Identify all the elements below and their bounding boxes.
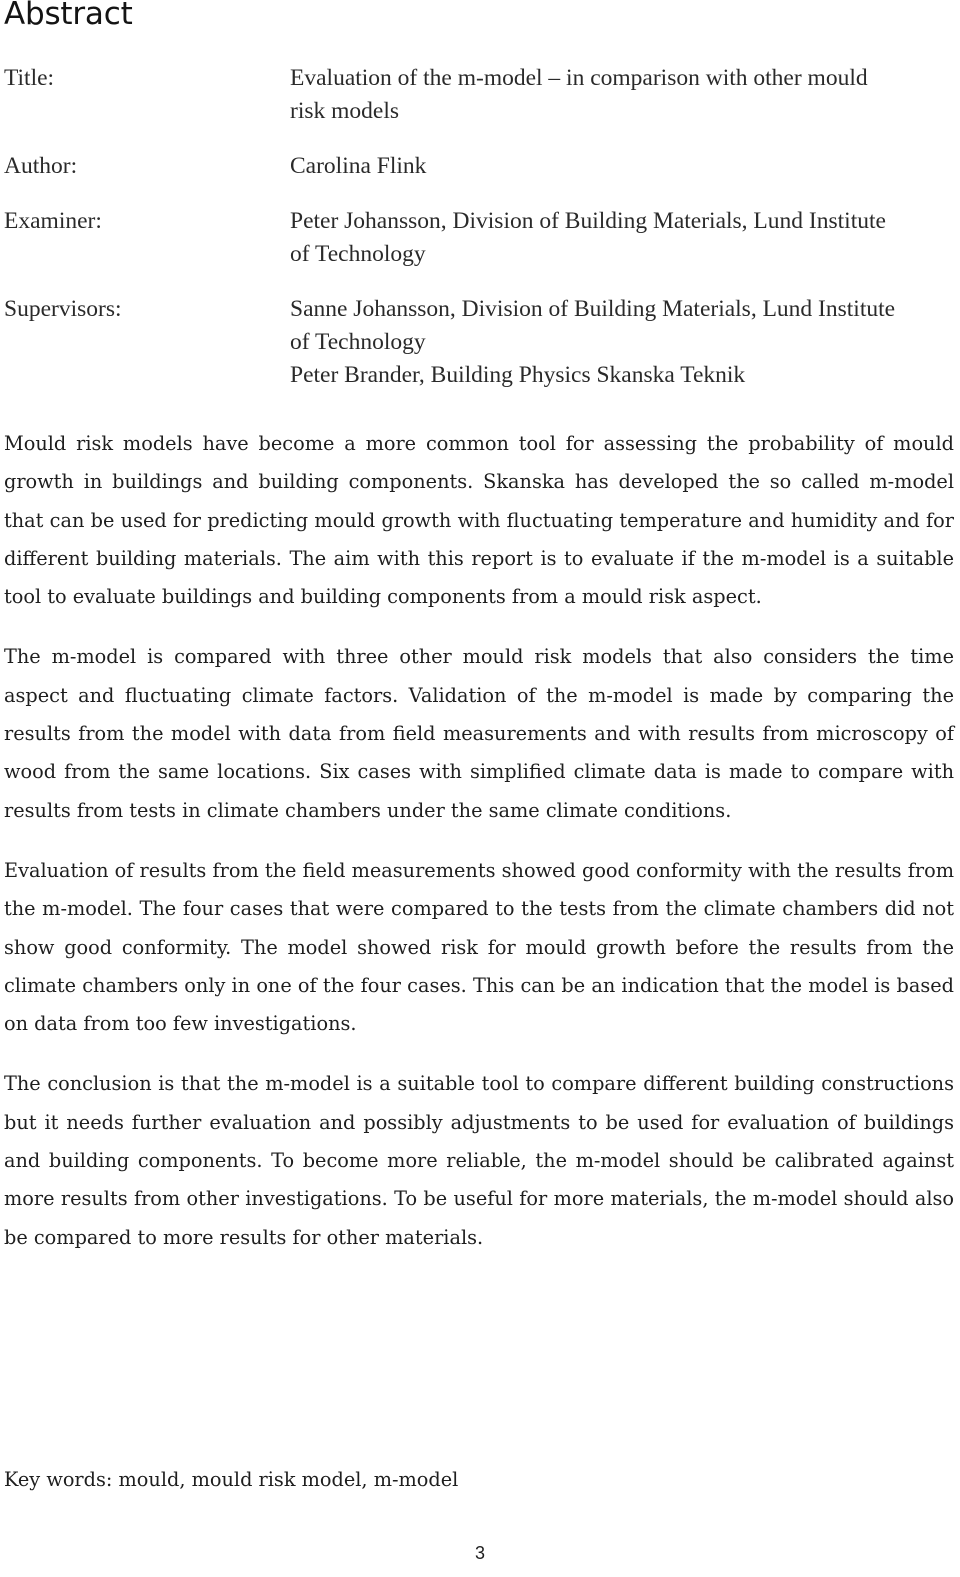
- meta-row-examiner: [4, 205, 954, 271]
- page-number: 3: [474, 1543, 485, 1563]
- abstract-body: [4, 425, 954, 1279]
- title-line: Evaluation of the m-model – in comparison with other mould: [290, 65, 868, 91]
- title-value: [290, 62, 954, 128]
- author-line: Carolina Flink: [290, 153, 427, 179]
- abstract-paragraph: The m-model is compared with three other mould risk models that also considers the time aspect and fluctuating climate factors. Validation of the m-model is made by comparing the results from the model with data from field measurements and with results from microscopy of wood from the same locations. Six cases with simplified climate data is made to compare with results from tests in climate chambers under the same climate conditions.: [4, 645, 954, 822]
- title-line: risk models: [290, 98, 400, 124]
- supervisors-label: Supervisors:: [4, 296, 122, 322]
- supervisors-line: of Technology: [290, 329, 426, 355]
- abstract-metadata: [4, 62, 954, 414]
- abstract-paragraph: Evaluation of results from the field measurements showed good conformity with the results from the m-model. The four cases that were compared to the tests from the climate chambers did not show good conformity. The model showed risk for mould growth before the results from the climate chambers only in one of the four cases. This can be an indication that the model is based on data from too few investigations.: [4, 858, 954, 1036]
- page-title: Abstract: [4, 0, 133, 32]
- examiner-line: of Technology: [290, 241, 426, 267]
- meta-row-supervisors: [4, 293, 954, 392]
- examiner-line: Peter Johansson, Division of Building Materials, Lund Institute: [290, 208, 886, 234]
- title-label: Title:: [4, 65, 55, 91]
- abstract-paragraph: Mould risk models have become a more common tool for assessing the probability of mould growth in buildings and building components. Skanska has developed the so called m-model that can be used for predicting mould growth with fluctuating temperature and humidity and for different building materials. The aim with this report is to evaluate if the m-model is a suitable tool to evaluate buildings and building components from a mould risk aspect.: [4, 432, 954, 609]
- supervisors-value: [290, 293, 954, 392]
- author-label: Author:: [4, 153, 78, 179]
- supervisors-line: Peter Brander, Building Physics Skanska Teknik: [290, 362, 746, 388]
- examiner-label: Examiner:: [4, 208, 102, 234]
- examiner-value: [290, 205, 954, 271]
- abstract-paragraph: The conclusion is that the m-model is a suitable tool to compare different building constructions but it needs further evaluation and possibly adjustments to be used for evaluation of buildings and building components. To become more reliable, the m-model should be calibrated against more results from other investigations. To be useful for more materials, the m-model should also be compared to more results for other materials.: [4, 1072, 954, 1249]
- keywords: Key words: mould, mould risk model, m-model: [4, 1468, 459, 1491]
- supervisors-line: Sanne Johansson, Division of Building Materials, Lund Institute: [290, 296, 896, 322]
- meta-row-title: [4, 62, 954, 128]
- author-value: [290, 150, 954, 183]
- meta-row-author: [4, 150, 954, 183]
